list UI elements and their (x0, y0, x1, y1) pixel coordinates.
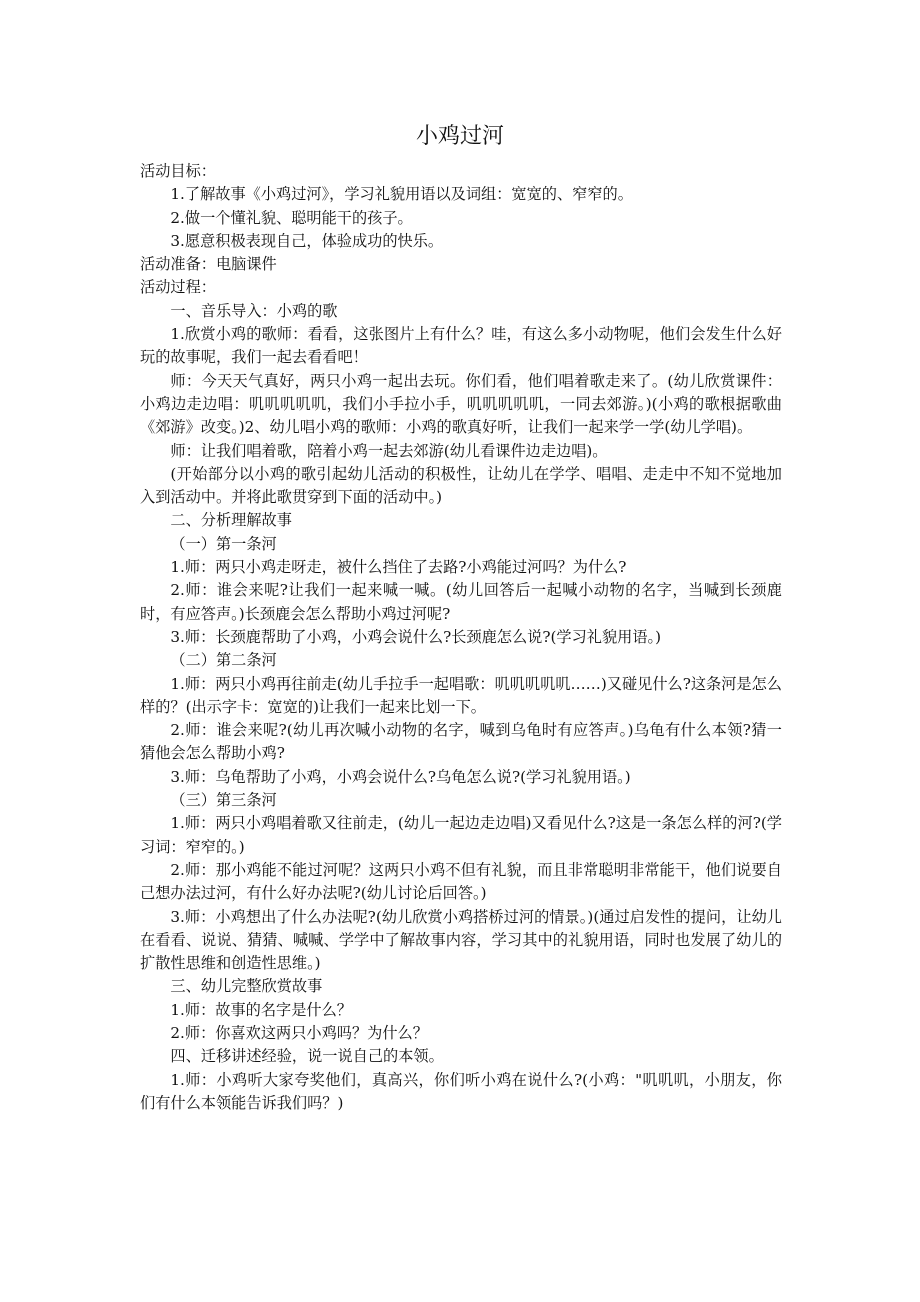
paragraph: 活动准备：电脑课件 (140, 255, 277, 274)
paragraph: （一）第一条河 (170, 534, 277, 553)
paragraph: 1.师：两只小鸡再往前走(幼儿手拉手一起唱歌：叽叽叽叽叽……)又碰见什么?这条河是怎么样的？(出示字卡：宽宽的)让我们一起来比划一下。 (140, 674, 782, 716)
document-body (140, 160, 782, 1115)
paragraph: （二）第二条河 (170, 651, 277, 670)
paragraph: 活动目标： (140, 162, 216, 180)
paragraph: 1.欣赏小鸡的歌师：看看，这张图片上有什么？哇，有这么多小动物呢，他们会发生什么好玩的故事呢，我们一起去看看吧！ (140, 325, 782, 367)
paragraph: 2.师：你喜欢这两只小鸡吗？为什么？ (170, 1023, 428, 1042)
paragraph: 二、分析理解故事 (170, 511, 292, 530)
paragraph: 2.师：谁会来呢?让我们一起来喊一喊。(幼儿回答后一起喊小动物的名字，当喊到长颈鹿时，有应答声。)长颈鹿会怎么帮助小鸡过河呢? (140, 581, 782, 623)
paragraph: （三）第三条河 (170, 791, 277, 810)
paragraph: (开始部分以小鸡的歌引起幼儿活动的积极性，让幼儿在学学、唱唱、走走中不知不觉地加入到活动中。并将此歌贯穿到下面的活动中。) (140, 464, 782, 507)
paragraph: 3.师：乌龟帮助了小鸡，小鸡会说什么?乌龟怎么说?(学习礼貌用语。) (170, 767, 631, 786)
paragraph: 2.师：谁会来呢?(幼儿再次喊小动物的名字，喊到乌龟时有应答声。)乌龟有什么本领?猜一猜他会怎么帮助小鸡? (140, 721, 782, 763)
document-title: 小鸡过河 (415, 124, 504, 149)
paragraph: 四、迁移讲述经验，说一说自己的本领。 (170, 1047, 444, 1066)
paragraph: 师：让我们唱着歌，陪着小鸡一起去郊游(幼儿看课件边走边唱)。 (170, 441, 608, 460)
paragraph: 师：今天天气真好，两只小鸡一起出去玩。你们看，他们唱着歌走来了。(幼儿欣赏课件：小鸡边走边唱：叽叽叽叽叽，我们小手拉小手，叽叽叽叽叽，一同去郊游。)(小鸡的歌根据歌曲《郊游》改变。)2、幼儿唱小鸡的歌师：小鸡的歌真好听，让我们一起来学一学(幼儿学唱)。 (140, 371, 782, 437)
paragraph: 1.师：两只小鸡走呀走，被什么挡住了去路?小鸡能过河吗？为什么? (170, 558, 627, 577)
paragraph: 1.了解故事《小鸡过河》，学习礼貌用语以及词组：宽宽的、窄窄的。 (170, 185, 633, 204)
paragraph: 2.师：那小鸡能不能过河呢？这两只小鸡不但有礼貌，而且非常聪明非常能干，他们说要自己想办法过河，有什么好办法呢?(幼儿讨论后回答。) (140, 860, 782, 903)
paragraph: 3.愿意积极表现自己，体验成功的快乐。 (170, 231, 444, 250)
paragraph: 1.师：两只小鸡唱着歌又往前走，(幼儿一起边走边唱)又看见什么?这是一条怎么样的河?(学习词：窄窄的。) (140, 814, 782, 856)
paragraph: 一、音乐导入：小鸡的歌 (170, 301, 338, 320)
paragraph: 三、幼儿完整欣赏故事 (170, 977, 323, 996)
paragraph: 1.师：小鸡听大家夸奖他们，真高兴，你们听小鸡在说什么?(小鸡："叽叽叽，小朋友，你们有什么本领能告诉我们吗？) (140, 1070, 782, 1112)
paragraph: 1.师：故事的名字是什么？ (170, 1000, 352, 1019)
paragraph: 3.师：长颈鹿帮助了小鸡，小鸡会说什么?长颈鹿怎么说?(学习礼貌用语。) (170, 627, 662, 646)
paragraph: 活动过程： (140, 278, 216, 297)
paragraph: 3.师：小鸡想出了什么办法呢?(幼儿欣赏小鸡搭桥过河的情景。)(通过启发性的提问，让幼儿在看看、说说、猜猜、喊喊、学学中了解故事内容，学习其中的礼貌用语，同时也发展了幼儿的扩散性思维和创造性思维。) (140, 907, 782, 973)
paragraph: 2.做一个懂礼貌、聪明能干的孩子。 (170, 208, 413, 227)
